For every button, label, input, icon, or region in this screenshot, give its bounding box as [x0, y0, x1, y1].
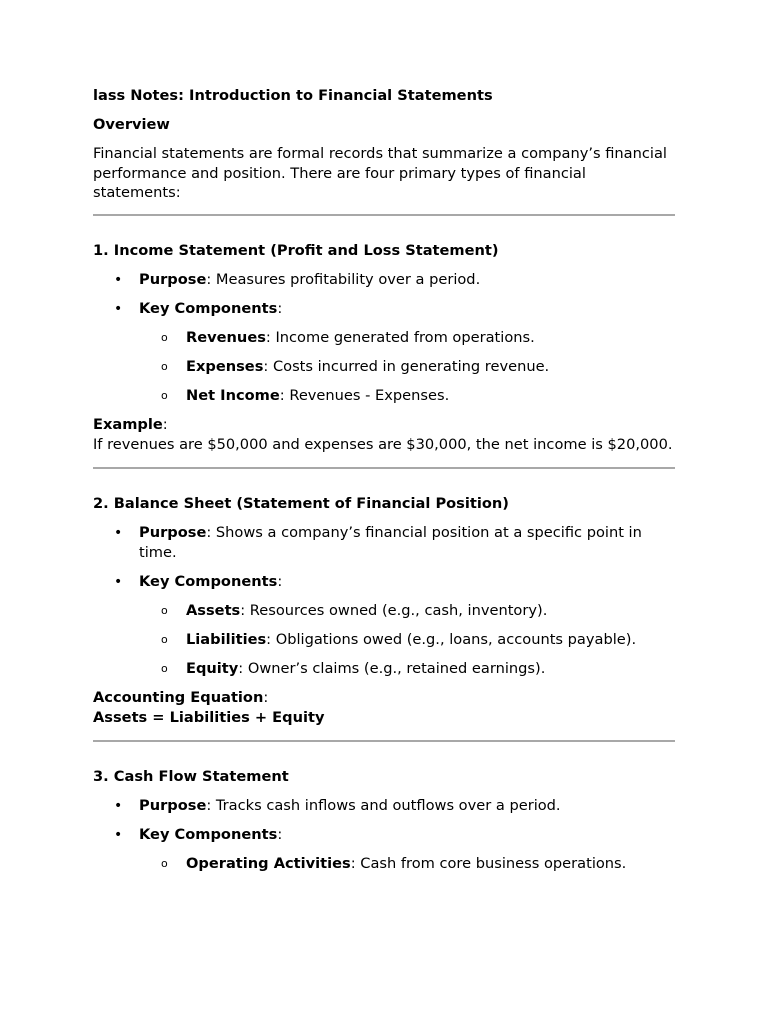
- section-income-statement: [93, 241, 675, 455]
- bullet-icon: •: [114, 271, 123, 288]
- section-balance-sheet: [93, 494, 675, 728]
- circle-bullet-icon: o: [161, 856, 168, 870]
- term-label: Key Components: [139, 299, 278, 317]
- section-cash-flow: [93, 767, 675, 874]
- equation-colon: :: [263, 688, 269, 706]
- list-item-key-components: [93, 299, 675, 406]
- bullet-list: [93, 796, 675, 874]
- term-label: Revenues: [186, 328, 266, 346]
- term-label: Purpose: [139, 523, 207, 541]
- term-description: : Owner’s claims (e.g., retained earnings).: [238, 659, 546, 677]
- sub-list-item: [139, 659, 675, 679]
- section-divider: [93, 740, 675, 742]
- bullet-list: [93, 523, 675, 679]
- bullet-icon: •: [114, 826, 123, 843]
- section-divider: [93, 467, 675, 469]
- list-item-key-components: [93, 572, 675, 679]
- circle-bullet-icon: o: [161, 388, 168, 402]
- term-description: : Resources owned (e.g., cash, inventory).: [240, 601, 548, 619]
- term-description: : Shows a company’s financial position at a specific point in time.: [139, 523, 642, 561]
- sub-list-item: [139, 630, 675, 650]
- equation-block: [93, 688, 675, 728]
- sub-list-item: [139, 357, 675, 377]
- term-description: : Measures profitability over a period.: [206, 270, 481, 288]
- sub-list-item: [139, 328, 675, 348]
- circle-bullet-icon: o: [161, 632, 168, 646]
- sub-bullet-list: [139, 328, 675, 406]
- circle-bullet-icon: o: [161, 603, 168, 617]
- intro-paragraph: Financial statements are formal records that summarize a company’s financial performance and position. There are four primary types of financial statements:: [93, 145, 667, 201]
- term-label: Liabilities: [186, 630, 267, 648]
- bullet-icon: •: [114, 797, 123, 814]
- equation-text: Assets = Liabilities + Equity: [93, 708, 325, 726]
- section-heading: 1. Income Statement (Profit and Loss Statement): [93, 241, 499, 259]
- circle-bullet-icon: o: [161, 330, 168, 344]
- list-item-key-components: [93, 825, 675, 874]
- sub-list-item: [139, 386, 675, 406]
- list-item-purpose: [93, 796, 675, 816]
- document-title: lass Notes: Introduction to Financial Statements: [93, 87, 493, 104]
- section-heading: 3. Cash Flow Statement: [93, 767, 289, 785]
- bullet-icon: •: [114, 524, 123, 541]
- term-label: Key Components: [139, 572, 278, 590]
- example-label: Example: [93, 415, 163, 433]
- term-description: : Costs incurred in generating revenue.: [263, 357, 550, 375]
- term-label: Purpose: [139, 796, 207, 814]
- section-divider: [93, 214, 675, 216]
- example-text: If revenues are $50,000 and expenses are $30,000, the net income is $20,000.: [93, 435, 673, 453]
- term-colon: :: [277, 825, 283, 843]
- equation-label: Accounting Equation: [93, 688, 264, 706]
- example-block: [93, 415, 675, 455]
- term-label: Operating Activities: [186, 854, 351, 872]
- bullet-icon: •: [114, 300, 123, 317]
- term-label: Expenses: [186, 357, 264, 375]
- term-colon: :: [277, 572, 283, 590]
- bullet-icon: •: [114, 573, 123, 590]
- term-description: : Obligations owed (e.g., loans, accounts payable).: [266, 630, 637, 648]
- overview-heading: Overview: [93, 116, 170, 133]
- term-label: Purpose: [139, 270, 207, 288]
- circle-bullet-icon: o: [161, 359, 168, 373]
- sub-list-item: [139, 601, 675, 621]
- term-description: : Cash from core business operations.: [350, 854, 627, 872]
- section-heading: 2. Balance Sheet (Statement of Financial Position): [93, 494, 509, 512]
- circle-bullet-icon: o: [161, 661, 168, 675]
- example-colon: :: [162, 415, 168, 433]
- sub-list-item: [139, 854, 675, 874]
- term-label: Key Components: [139, 825, 278, 843]
- list-item-purpose: [93, 270, 675, 290]
- sub-bullet-list: [139, 601, 675, 679]
- term-label: Equity: [186, 659, 239, 677]
- term-colon: :: [277, 299, 283, 317]
- term-description: : Tracks cash inflows and outflows over a period.: [206, 796, 561, 814]
- term-description: : Revenues - Expenses.: [279, 386, 450, 404]
- bullet-list: [93, 270, 675, 406]
- sub-bullet-list: [139, 854, 675, 874]
- term-description: : Income generated from operations.: [265, 328, 535, 346]
- list-item-purpose: [93, 523, 675, 563]
- document-content: [93, 86, 675, 883]
- term-label: Assets: [186, 601, 241, 619]
- term-label: Net Income: [186, 386, 280, 404]
